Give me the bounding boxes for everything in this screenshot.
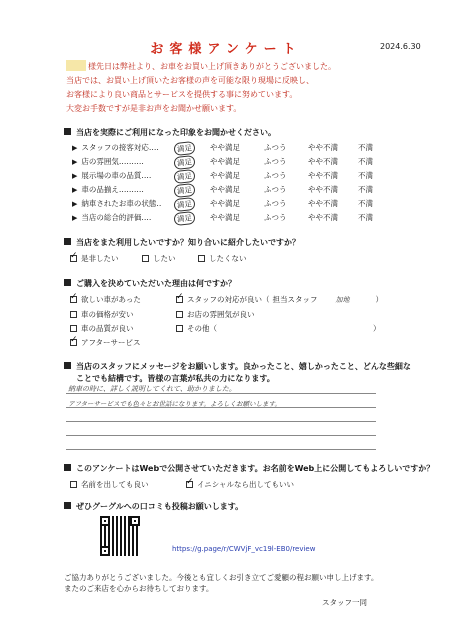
q2-title: 当店をまた利用したいですか？知り合いに紹介したいですか？	[64, 237, 300, 248]
q3-title: ご購入を決めていただいた理由は何ですか？	[64, 278, 236, 289]
checkbox[interactable]	[198, 255, 205, 262]
bullet-square-icon	[64, 238, 71, 245]
bullet-square-icon	[64, 502, 71, 509]
q1-row-lineup: ▶ 車の品揃え‥‥‥‥‥ 満足 やや満足 ふつう やや不満 不満	[72, 184, 392, 197]
q4-title: 当店のスタッフにメッセージをお願いします。良かったこと、嬉しかったこと、どんな些細な	[64, 361, 411, 372]
bullet-square-icon	[64, 362, 71, 369]
q2-option-definitely[interactable]: ✓是非したい	[70, 253, 119, 264]
checkbox-checked[interactable]	[70, 339, 77, 346]
intro-line-3: お客様により良い商品とサービスを提供する事に努めています。	[66, 90, 298, 99]
customer-name-redaction	[66, 60, 86, 71]
answer-line	[66, 449, 376, 450]
checkbox[interactable]	[176, 311, 183, 318]
thanks-text: ご協力ありがとうございました。今後とも宜しくお引き立てご愛顧の程お願い申し上げます。 またのご来店を心からお待ちしております。	[64, 573, 379, 593]
q2-option-yes[interactable]: したい	[142, 253, 176, 264]
q5-option-initials[interactable]: ✓ イニシャルなら出してもいい	[186, 479, 294, 490]
intro-line-2: 当店では、お買い上げ頂いたお客様の声を可能な限り現場に反映し、	[66, 76, 314, 85]
q5-title: このアンケートはWebで公開させていただきます。お名前をWeb上に公開してもよろしいですか？	[64, 463, 434, 474]
triangle-bullet-icon: ▶	[72, 158, 78, 166]
checkbox-checked[interactable]	[70, 255, 77, 262]
checkbox-checked[interactable]	[186, 481, 193, 488]
q2-option-no[interactable]: したくない	[198, 253, 247, 264]
answer-line	[66, 421, 376, 422]
answer-line	[66, 393, 376, 394]
intro-line-1: 様先日は弊社より、お車をお買い上げ頂きありがとうございました。	[66, 60, 336, 74]
intro-text	[66, 60, 336, 116]
q4-title-line2: ことでも結構です。皆様の言葉が私共の力になります。	[76, 374, 275, 383]
q1-row-showroom-quality: ▶ 展示場の車の品質‥‥ 満足 やや満足 ふつう やや不満 不満	[72, 170, 392, 183]
q3-option-other[interactable]: その他（ ）	[176, 323, 381, 334]
page-title: お客様アンケート	[150, 42, 302, 57]
checkbox[interactable]	[70, 325, 77, 332]
q3-option-wanted-car[interactable]: ✓欲しい車があった	[70, 294, 141, 305]
q4-message-line1[interactable]: 納車の時に、詳しく説明してくれて、助かりました。	[68, 385, 236, 393]
q1-row-staff-selected[interactable]: 満足	[173, 141, 195, 156]
checkbox[interactable]	[70, 481, 77, 488]
q3-option-after-service[interactable]: ✓アフターサービス	[70, 337, 140, 348]
qr-code-icon[interactable]	[100, 516, 140, 556]
triangle-bullet-icon: ▶	[72, 214, 78, 222]
q1-row-overall: ▶ 当店の総合的評価‥‥ 満足 やや満足 ふつう やや不満 不満	[72, 212, 392, 225]
checkbox-checked[interactable]	[70, 296, 77, 303]
triangle-bullet-icon: ▶	[72, 200, 78, 208]
signature: スタッフ一同	[322, 598, 367, 607]
q1-row-atmosphere: ▶ 店の雰囲気‥‥‥‥‥ 満足 やや満足 ふつう やや不満 不満	[72, 156, 392, 169]
checkbox-checked[interactable]	[176, 296, 183, 303]
q1-title: 当店を実際にご利用になった印象をお聞かせください。	[64, 127, 276, 138]
checkbox[interactable]	[142, 255, 149, 262]
q1-row-staff: ▶ スタッフの接客対応‥‥ 満足 やや満足 ふつう やや不満 不満	[72, 142, 392, 155]
q3-staff-name: 加地	[335, 296, 350, 304]
intro-line-4: 大変お手数ですが是非お声をお聞かせ願います。	[66, 104, 242, 113]
bullet-square-icon	[64, 464, 71, 471]
triangle-bullet-icon: ▶	[72, 186, 78, 194]
q4-message-line2[interactable]: アフターサービスでも色々とお世話になります。よろしくお願いします。	[68, 400, 282, 408]
answer-line	[66, 407, 376, 408]
checkbox[interactable]	[70, 311, 77, 318]
triangle-bullet-icon: ▶	[72, 144, 78, 152]
bullet-square-icon	[64, 279, 71, 286]
q3-option-atmosphere[interactable]: お店の雰囲気が良い	[176, 309, 255, 320]
bullet-square-icon	[64, 128, 71, 135]
review-url-link[interactable]: https://g.page/r/CWVjF_vc19l-EB0/review	[172, 545, 316, 553]
checkbox[interactable]	[176, 325, 183, 332]
answer-line	[66, 435, 376, 436]
q3-option-price[interactable]: 車の価格が安い	[70, 309, 134, 320]
triangle-bullet-icon: ▶	[72, 172, 78, 180]
q3-staff-label: 担当スタッフ	[272, 295, 318, 304]
q6-title: ぜひグーグルへの口コミも投稿お願いします。	[64, 501, 243, 512]
q3-option-quality[interactable]: 車の品質が良い	[70, 323, 134, 334]
q5-option-full-name[interactable]: 名前を出しても良い	[70, 479, 149, 490]
q3-option-staff[interactable]: ✓スタッフの対応が良い（ 担当スタッフ 加地 ）	[176, 294, 383, 305]
q1-row-delivered-car: ▶ 納車されたお車の状態‥ 満足 やや満足 ふつう やや不満 不満	[72, 198, 392, 211]
survey-date: 2024.6.30	[380, 42, 421, 51]
